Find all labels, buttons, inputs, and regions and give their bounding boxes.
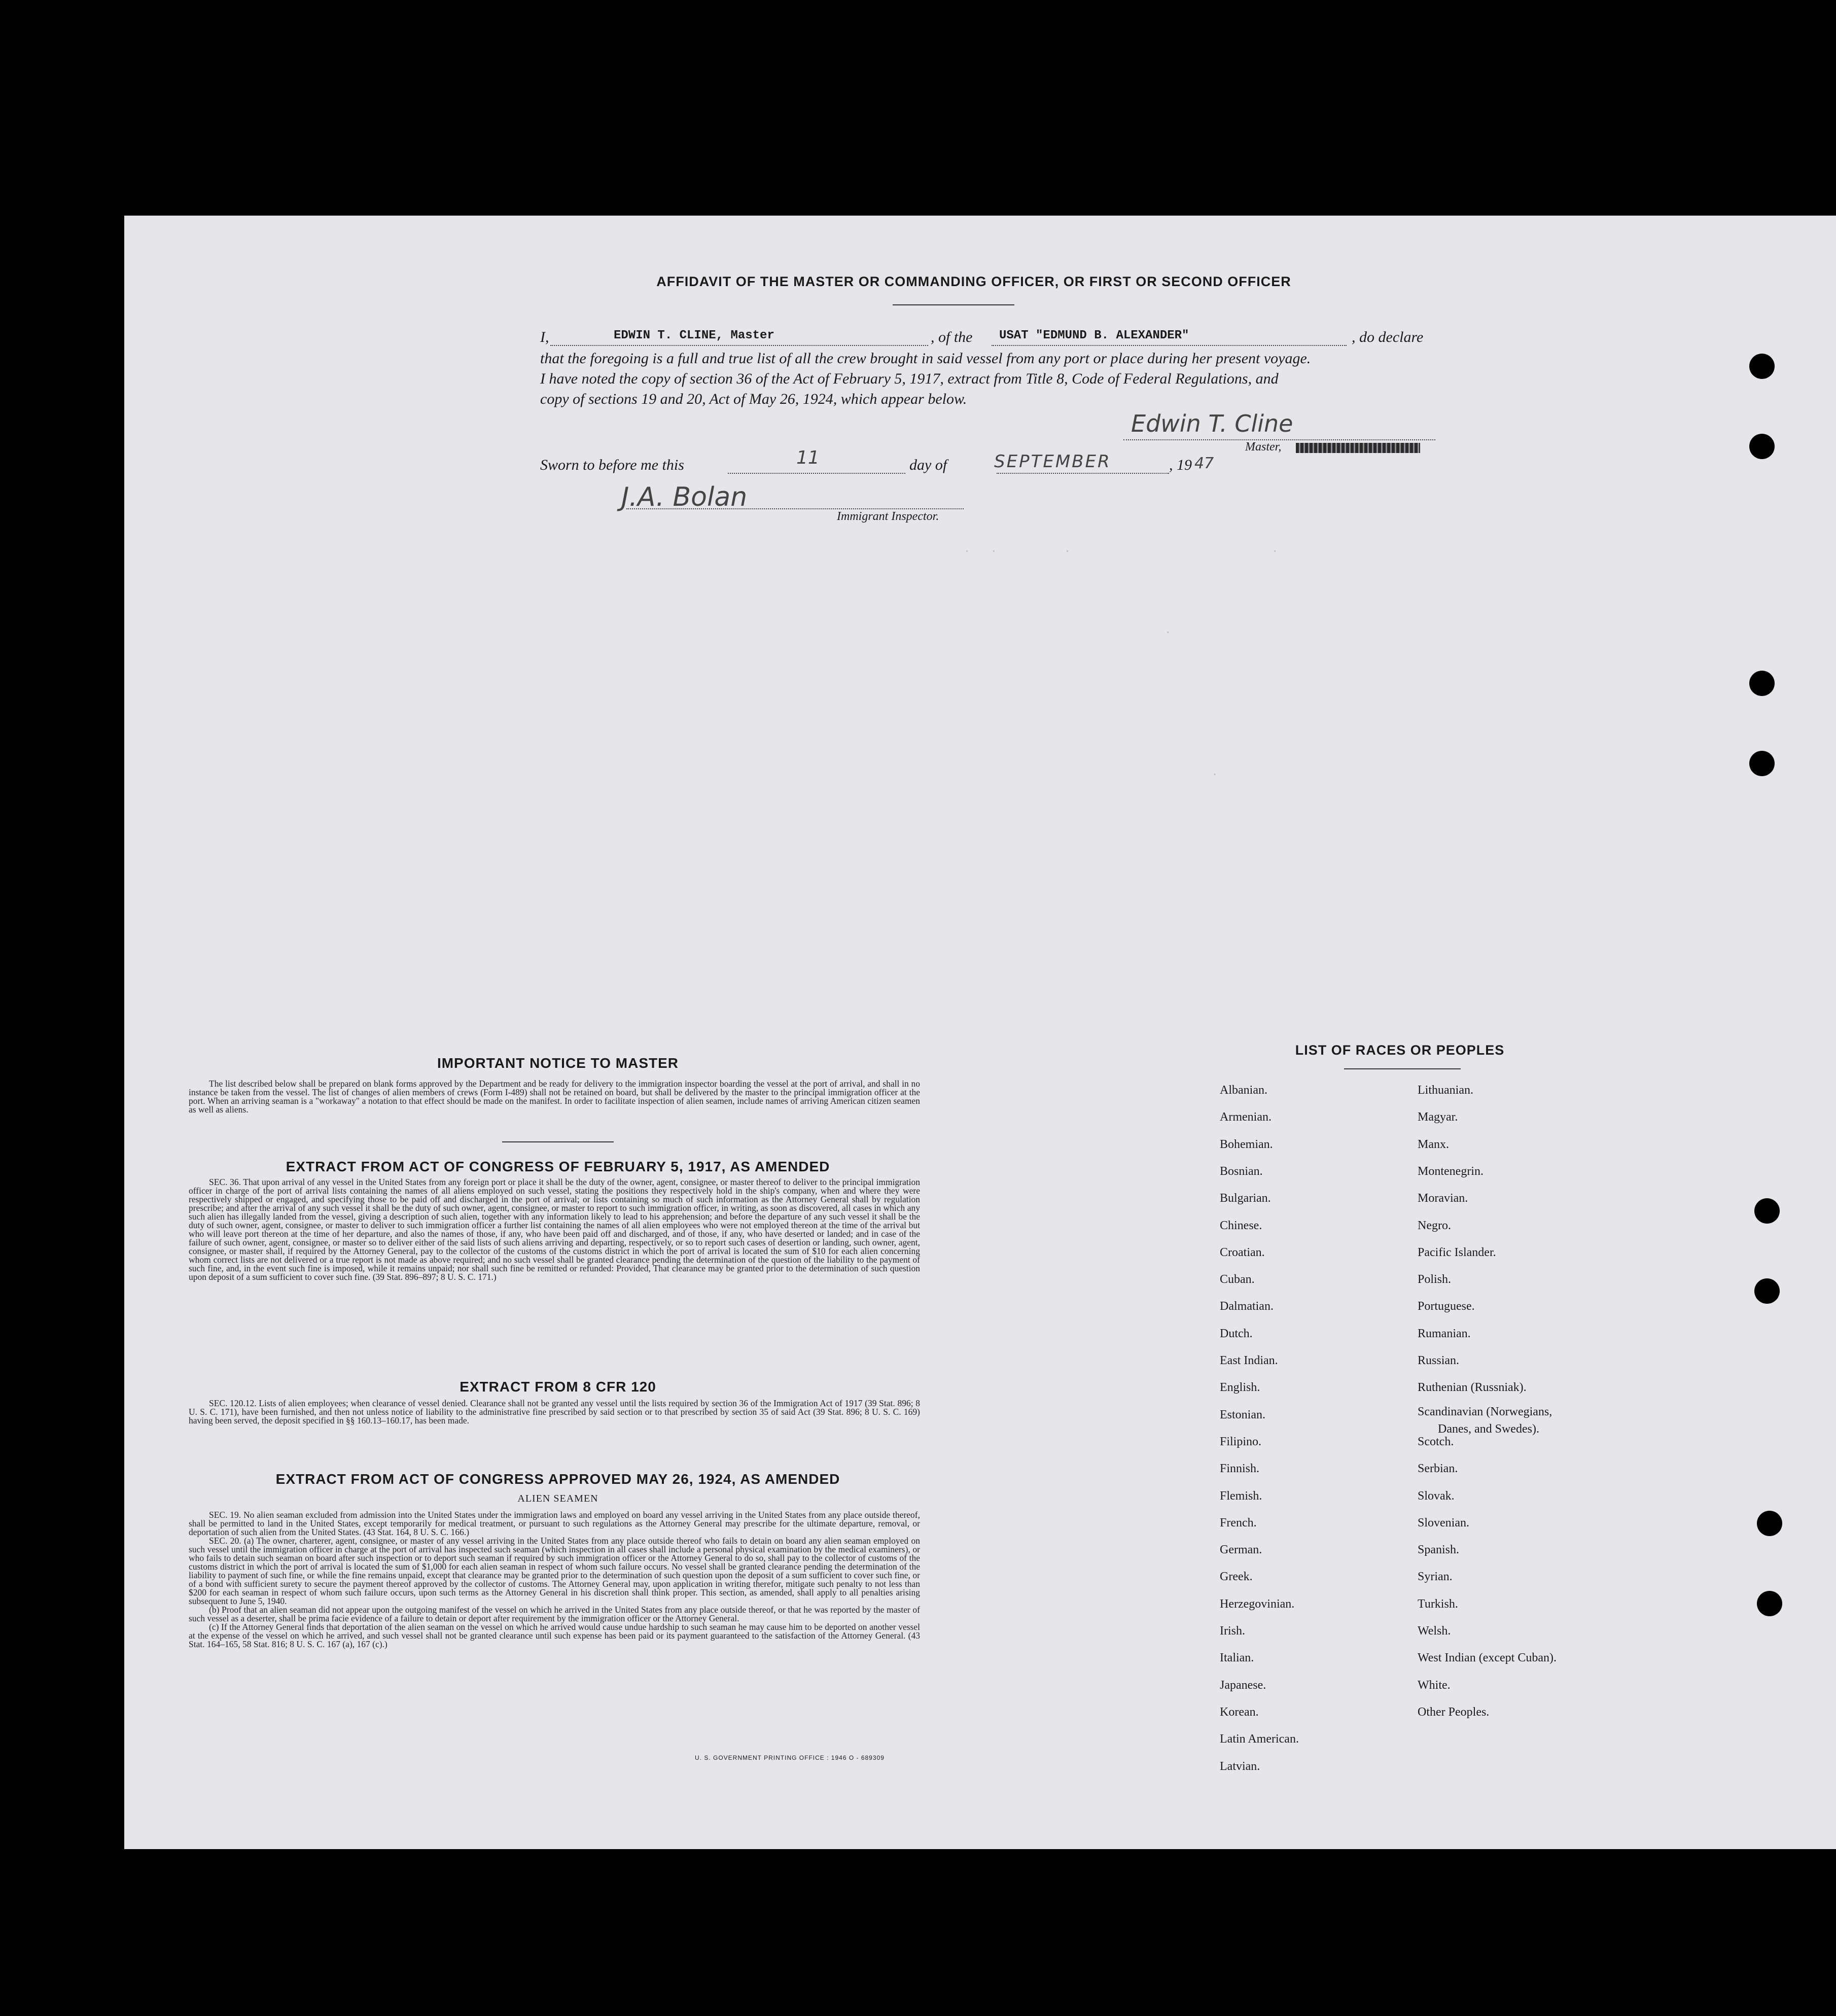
race-item: Moravian. — [1418, 1192, 1468, 1205]
declaration-line-3: I have noted the copy of section 36 of the Act of February 5, 1917, extract from Title 8, Code of Federal Regulations, and — [540, 370, 1279, 387]
section-19-paragraph: SEC. 19. No alien seaman excluded from admission into the United States under the immigration laws and employed on board any vessel arriving in the United States from any place outside thereof, shall be permitted to land in the United States, except temporarily for medical treatment, or pursuant to such regulations as the Attorney General may prescribe for the ultimate departure, removal, or deportation of such alien from the United States. (43 Stat. 164, 8 U. S. C. 166.) — [189, 1510, 920, 1537]
race-item: Scandinavian (Norwegians, — [1418, 1405, 1552, 1418]
notice-text — [189, 1080, 920, 1114]
race-item: Italian. — [1220, 1651, 1254, 1664]
section-20b-paragraph: (b) Proof that an alien seaman did not appear upon the outgoing manifest of the vessel on which he arrived in the United States from any place outside thereof, or that he was reported by the master of such vessel as a deserter, shall be prima facie evidence of a failure to detain or deport after requirement by the immigration officer or the Attorney General. — [189, 1605, 920, 1623]
race-item: Syrian. — [1418, 1570, 1453, 1583]
race-item: Herzegovinian. — [1220, 1597, 1295, 1611]
races-rule — [1344, 1068, 1461, 1069]
race-item: Manx. — [1418, 1138, 1449, 1151]
bleed-through-text: . — [964, 766, 1218, 779]
race-item: Flemish. — [1220, 1489, 1262, 1503]
punch-hole — [1754, 1278, 1780, 1304]
race-item: Albanian. — [1220, 1084, 1267, 1097]
race-item: Latvian. — [1220, 1760, 1260, 1773]
section-20c-paragraph: (c) If the Attorney General finds that deportation of the alien seaman on the vessel on which he arrived would cause undue hardship to such seaman he may cause him to be deported on another vessel at the expense of the vessel on which he arrived, and such vessel shall not be granted clearance until such expense has been paid or its payment guaranteed to the satisfaction of the Attorney General. (43 Stat. 164–165, 58 Stat. 816; 8 U. S. C. 167 (a), 167 (c).) — [189, 1622, 920, 1649]
declaration-line-4: copy of sections 19 and 20, Act of May 26, 1924, which appear below. — [540, 391, 967, 407]
do-declare-label: , do declare — [1352, 329, 1424, 345]
race-item: German. — [1220, 1543, 1262, 1556]
race-item: White. — [1418, 1679, 1451, 1692]
master-name: EDWIN T. CLINE, Master — [614, 329, 774, 342]
title-rule — [893, 304, 1014, 305]
inspector-signature-line — [626, 508, 964, 509]
race-item: Montenegrin. — [1418, 1165, 1484, 1178]
month-blank — [997, 473, 1169, 474]
race-item: Dutch. — [1220, 1327, 1253, 1340]
race-item: Armenian. — [1220, 1110, 1272, 1124]
race-item: French. — [1220, 1516, 1257, 1530]
punch-hole — [1757, 1511, 1782, 1536]
race-item: Bohemian. — [1220, 1138, 1273, 1151]
vessel-name: USAT "EDMUND B. ALEXANDER" — [999, 329, 1189, 342]
race-item: Dalmatian. — [1220, 1300, 1274, 1313]
race-item: Russian. — [1418, 1354, 1460, 1367]
section-36-paragraph: SEC. 36. That upon arrival of any vessel in the United States from any foreign port or place it shall be the duty of the owner, agent, consignee, or master thereof to deliver to the principal immigration officer in charge of the port of arrival lists containing the names of all aliens employed on such vessel, stating the positions they respectively hold in the ship's company, when and where they were respectively shipped or engaged, and specifying those to be paid off and discharged in the port of arrival; or lists containing so much of such information as the Attorney General shall by regulation prescribe; and after the arrival of any such vessel it shall be the duty of such owner, agent, consignee, or master to report to such immigration officer, in writing, as soon as discovered, all cases in which any such alien has illegally landed from the vessel, giving a description of such alien, together with any information likely to lead to his apprehension; and before the departure of any such vessel it shall be the duty of such owner, agent, consignee, or master to deliver to such immigration officer a further list containing the names of all alien employees who were not employed thereon at the time of the arrival but who will leave port thereon at the time of her departure, and also the names of those, if any, who have been paid off and discharged, and of those, if any, who have deserted or landed; and in case of the failure of such owner, agent, consignee, or master so to deliver either of the said lists of such aliens arriving and departing, respectively, or so to report such cases of desertion or landing, such owner, agent, consignee, or master shall, if required by the Attorney General, pay to the collector of the customs of the customs district in which the port of arrival is located the sum of $10 for each alien concerning whom correct lists are not delivered or a true report is not made as above required; and no such vessel shall be granted clearance pending the determination of the question of the liability to the payment of such fine, and, in the event such fine is imposed, while it remains unpaid; nor shall such fine be remitted or refunded: Provided, That clearance may be granted prior to the determination of such question upon deposit of a sum sufficient to cover such fine. (39 Stat. 896–897; 8 U. S. C. 171.) — [189, 1177, 920, 1282]
race-item: Welsh. — [1418, 1624, 1451, 1638]
extract-1917-text — [189, 1178, 920, 1281]
extract-1924-title: EXTRACT FROM ACT OF CONGRESS APPROVED MAY 26, 1924, AS AMENDED — [275, 1471, 840, 1487]
section-rule — [502, 1141, 614, 1142]
month-handwritten: SEPTEMBER — [994, 451, 1111, 472]
race-item: West Indian (except Cuban). — [1418, 1651, 1557, 1664]
race-item: Lithuanian. — [1418, 1084, 1473, 1097]
extract-1917-title: EXTRACT FROM ACT OF CONGRESS OF FEBRUARY 5, 1917, AS AMENDED — [286, 1159, 830, 1174]
race-item: Slovak. — [1418, 1489, 1455, 1503]
race-item: Cuban. — [1220, 1273, 1255, 1286]
vessel-blank — [992, 345, 1347, 346]
year-handwritten: 47 — [1194, 455, 1214, 472]
punch-hole — [1749, 671, 1775, 696]
punch-hole — [1754, 1198, 1780, 1224]
notice-title: IMPORTANT NOTICE TO MASTER — [437, 1055, 679, 1071]
race-item: Danes, and Swedes). — [1438, 1422, 1539, 1436]
race-item: Portuguese. — [1418, 1300, 1475, 1313]
race-item: Other Peoples. — [1418, 1706, 1490, 1719]
races-title: LIST OF RACES OR PEOPLES — [1295, 1042, 1505, 1058]
extract-cfr-title: EXTRACT FROM 8 CFR 120 — [460, 1379, 656, 1395]
year-prefix: , 19 — [1169, 457, 1192, 473]
punch-hole — [1749, 751, 1775, 776]
race-item: Irish. — [1220, 1624, 1245, 1638]
race-item: Negro. — [1418, 1219, 1451, 1232]
race-item: Bosnian. — [1220, 1165, 1263, 1178]
section-120-paragraph: SEC. 120.12. Lists of alien employees; when clearance of vessel denied. Clearance shall not be granted any vessel until the lists required by section 36 of the Immigration Act of 1917 (39 Stat. 896; 8 U. S. C. 171), have been furnished, and then not unless notice of liability to the administrative fine prescribed by said section or to that prescribed by section 35 of said Act (39 Stat. 896; 8 U. S. C. 169) having been served, the deposit specified in §§ 160.13–160.17, has been made. — [189, 1398, 920, 1426]
race-item: Spanish. — [1418, 1543, 1460, 1556]
notice-paragraph: The list described below shall be prepared on blank forms approved by the Department and be ready for delivery to the immigration inspector boarding the vessel at the port of arrival, and shall in no instance be taken from the vessel. The list of changes of alien members of crews (Form I-489) shall not be retained on board, but shall be delivered by the master to the principal immigration officer at the port. When an arriving seaman is a "workaway" a notation to that effect should be made on the manifest. In order to facilitate inspection of alien seamen, include names of arriving American citizen seamen as well as aliens. — [189, 1079, 920, 1115]
race-item: Latin American. — [1220, 1732, 1299, 1746]
struck-out-text — [1296, 443, 1420, 453]
race-item: English. — [1220, 1381, 1260, 1394]
race-item: Estonian. — [1220, 1408, 1265, 1421]
race-item: Croatian. — [1220, 1246, 1265, 1259]
section-20a-paragraph: SEC. 20. (a) The owner, charterer, agent, consignee, or master of any vessel arriving in the United States from any place outside thereof who fails to detain on board any alien seaman employed on such vessel until the immigration officer in charge at the port of arrival has inspected such seaman (which inspection in all cases shall include a personal physical examination by the medical examiners), or who fails to detain such seaman on board after such inspection or to deport such seaman if required by such immigration officer or the Attorney General to do so, shall pay to the collector of customs of the customs district in which the port of arrival is located the sum of $1,000 for each alien seaman in respect of whom such failure occurs. No vessel shall be granted clearance pending the determination of the liability to payment of such fine, or while the fine remains unpaid, except that clearance may be granted prior to the determination of such question upon the deposit of a sum sufficient to cover such fine, or of a bond with sufficient surety to secure the payment thereof approved by the collector of customs. The Attorney General may, upon application in writing therefor, mitigate such penalty to not less than $200 for each seaman in respect of whom such failure occurs, upon such terms as the Attorney General in his discretion shall think proper. This section, as amended, shall apply to all penalties arising subsequent to June 5, 1940. — [189, 1536, 920, 1606]
bleed-through-text: . . . . — [964, 543, 1279, 555]
race-item: East Indian. — [1220, 1354, 1278, 1367]
race-item: Turkish. — [1418, 1597, 1458, 1611]
race-item: Filipino. — [1220, 1435, 1262, 1448]
day-blank — [728, 473, 905, 474]
day-of-label: day of — [909, 457, 947, 473]
sworn-label: Sworn to before me this — [540, 457, 684, 473]
race-item: Bulgarian. — [1220, 1192, 1271, 1205]
race-item: Finnish. — [1220, 1462, 1260, 1475]
bleed-through-text: . — [964, 624, 1172, 637]
printing-office-imprint: U. S. GOVERNMENT PRINTING OFFICE : 1946 O - 689309 — [695, 1754, 885, 1761]
master-signature: Edwin T. Cline — [1131, 410, 1293, 437]
inspector-signature: J.A. Bolan — [621, 482, 748, 512]
punch-hole — [1757, 1591, 1782, 1616]
race-item: Japanese. — [1220, 1679, 1266, 1692]
race-item: Pacific Islander. — [1418, 1246, 1496, 1259]
day-handwritten: 11 — [796, 447, 820, 468]
race-item: Magyar. — [1418, 1110, 1458, 1124]
race-item: Rumanian. — [1418, 1327, 1471, 1340]
race-item: Polish. — [1418, 1273, 1452, 1286]
race-item: Greek. — [1220, 1570, 1253, 1583]
inspector-caption: Immigrant Inspector. — [837, 510, 939, 523]
race-item: Chinese. — [1220, 1219, 1262, 1232]
extract-cfr-text — [189, 1399, 920, 1425]
master-caption: Master, — [1245, 440, 1282, 454]
name-blank — [550, 345, 928, 346]
declaration-line-2: that the foregoing is a full and true list of all the crew brought in said vessel from any port or place during her present voyage. — [540, 350, 1311, 367]
race-item: Ruthenian (Russniak). — [1418, 1381, 1527, 1394]
i-label: I, — [540, 329, 549, 345]
affidavit-title: AFFIDAVIT OF THE MASTER OR COMMANDING OFFICER, OR FIRST OR SECOND OFFICER — [656, 274, 1291, 289]
alien-seamen-subtitle: ALIEN SEAMEN — [517, 1493, 598, 1504]
race-item: Slovenian. — [1418, 1516, 1469, 1530]
punch-hole — [1749, 354, 1775, 379]
race-item: Korean. — [1220, 1706, 1259, 1719]
of-the-label: , of the — [931, 329, 973, 345]
extract-1924-text — [189, 1511, 920, 1649]
punch-hole — [1749, 434, 1775, 459]
race-item: Scotch. — [1418, 1435, 1454, 1448]
race-item: Serbian. — [1418, 1462, 1458, 1475]
